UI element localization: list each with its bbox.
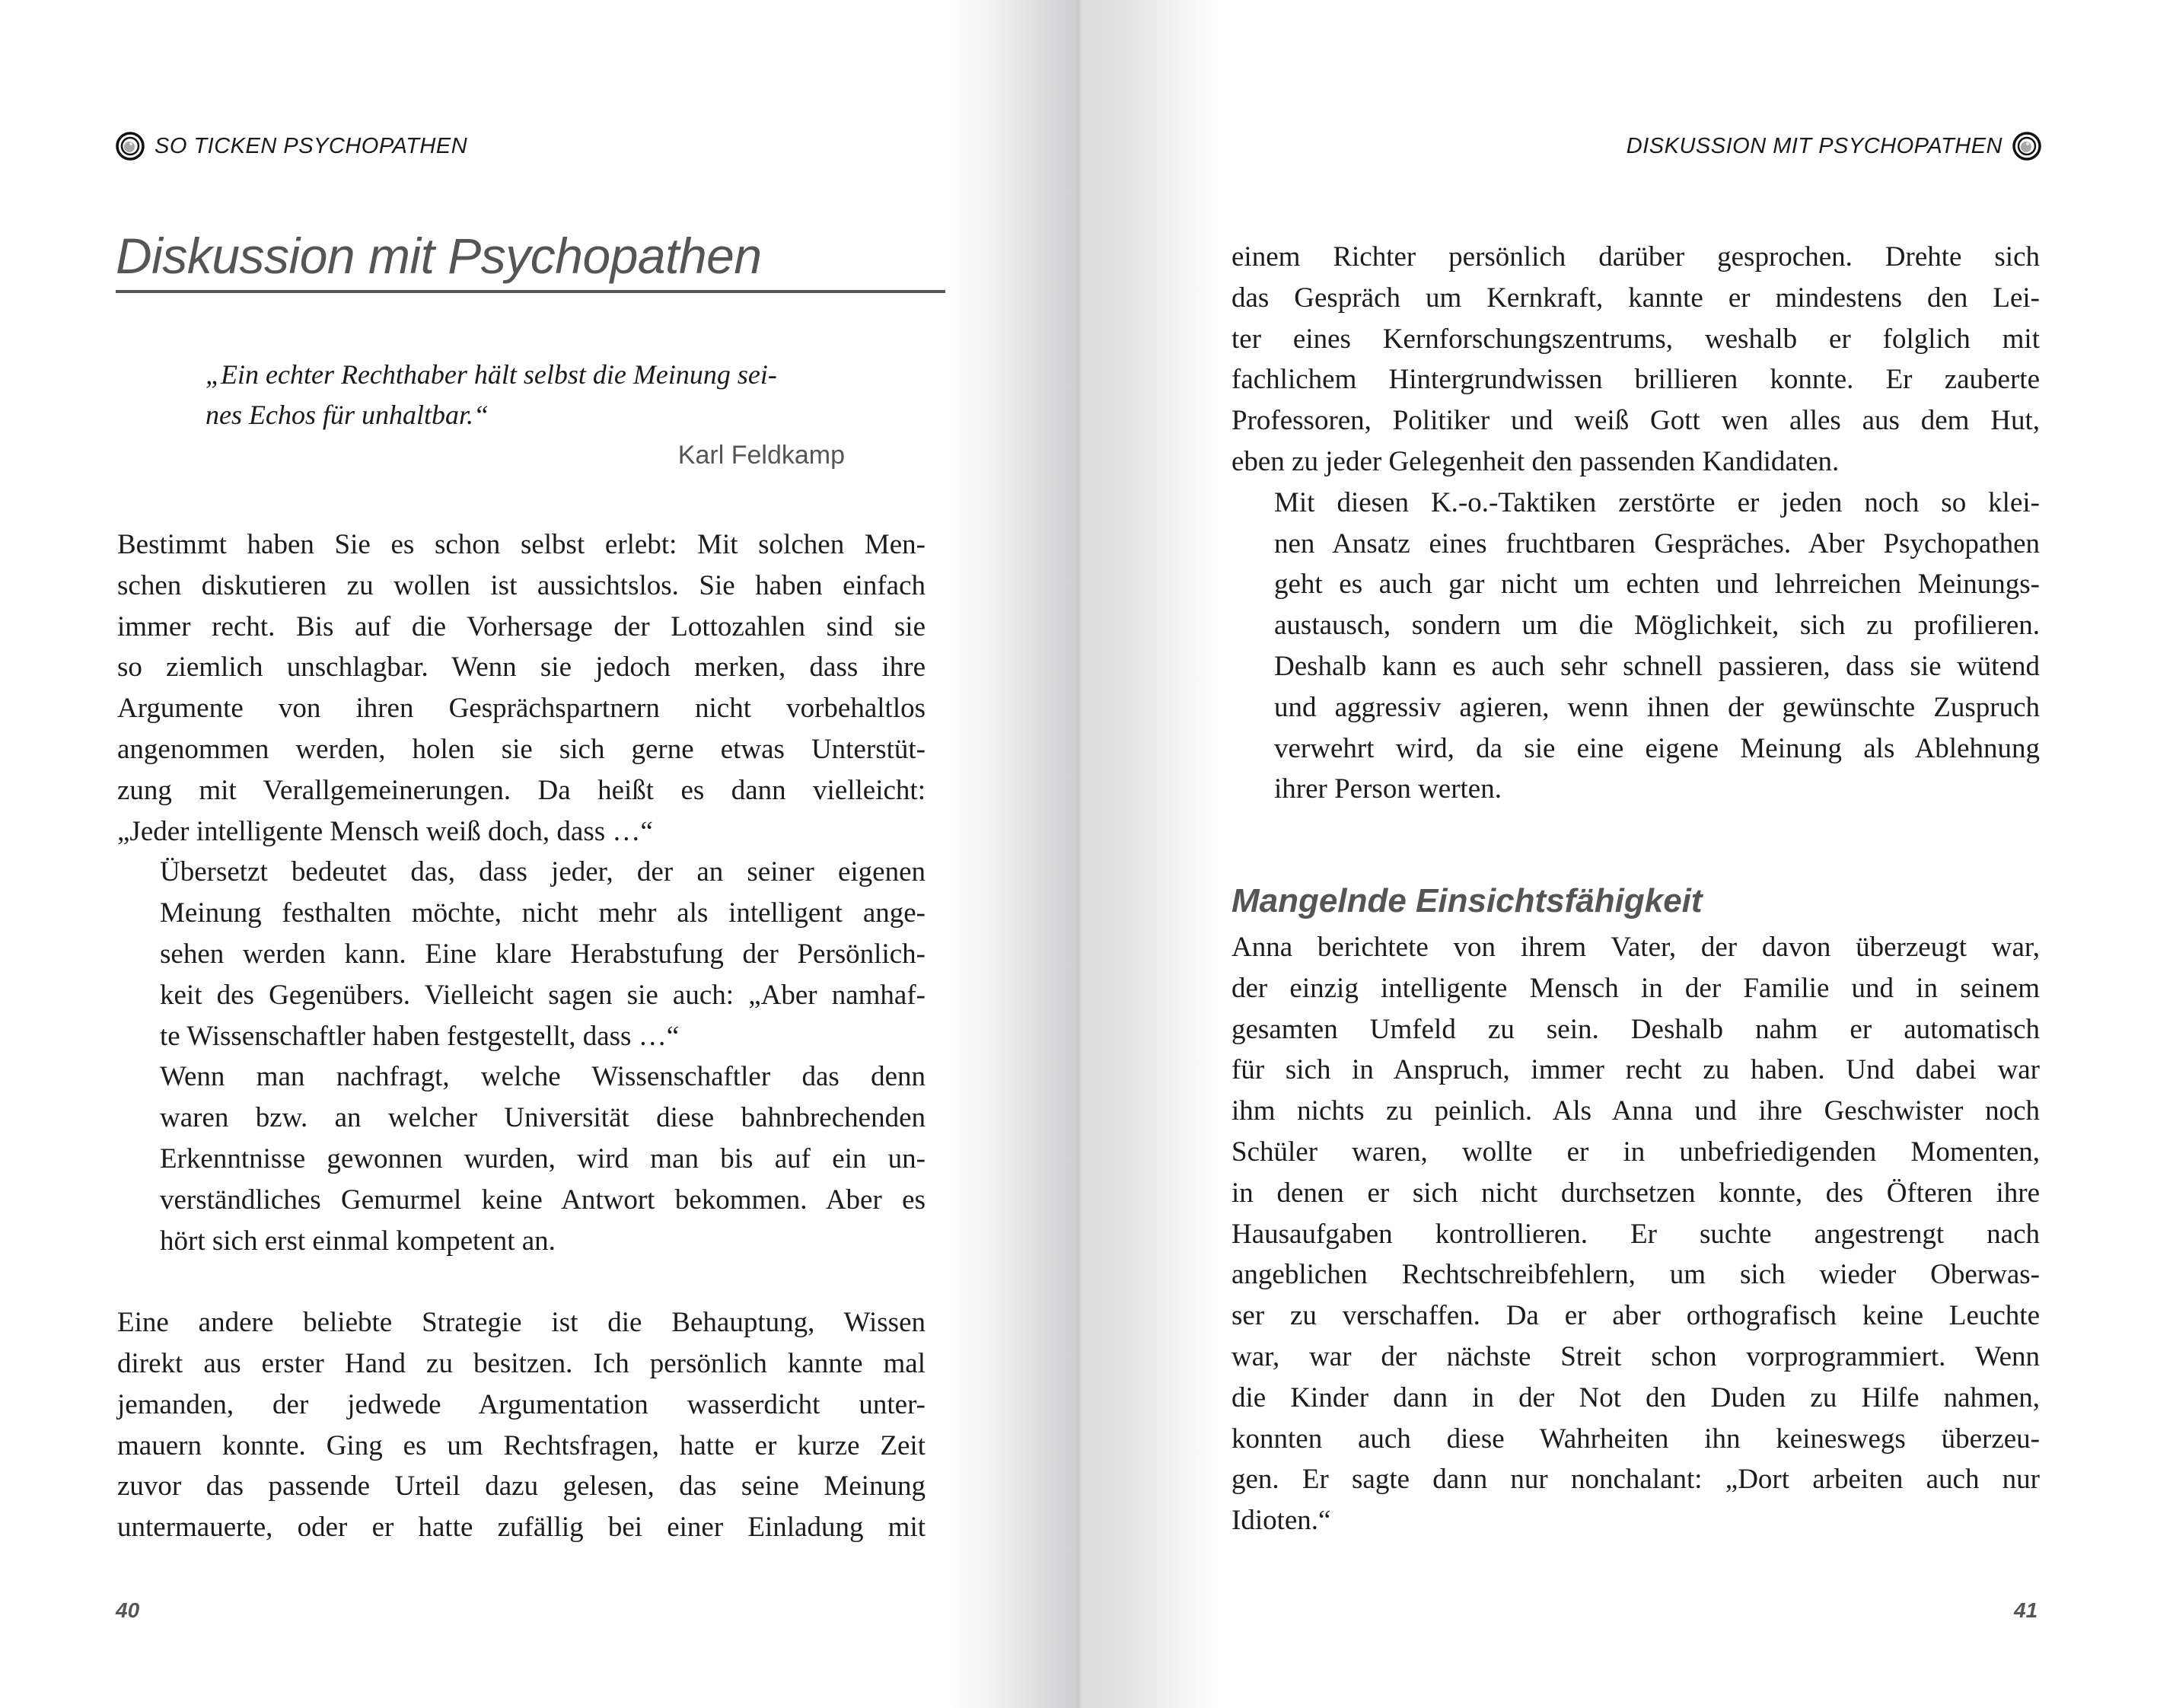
spiral-eye-icon: [2012, 131, 2042, 161]
text-line: Idioten.“: [1231, 1505, 1331, 1537]
paragraph: [117, 852, 926, 1056]
text-line: te Wissenschaftler haben festgestellt, dass …“: [160, 1020, 680, 1052]
running-head-right: [1627, 131, 2042, 161]
text-line: gen. Er sagte dann nur nonchalant: „Dort arbeiten auch nur: [1231, 1464, 2040, 1496]
text-line: Argumente von ihren Gesprächspartnern nicht vorbehaltlos: [117, 693, 926, 725]
epigraph: [206, 355, 845, 476]
text-line: Übersetzt bedeutet das, dass jeder, der an seiner eigenen: [160, 856, 926, 888]
text-line: eben zu jeder Gelegenheit den passenden Kandidaten.: [1231, 445, 1840, 477]
spiral-eye-icon: [115, 131, 145, 161]
text-line: ihm nichts zu peinlich. Als Anna und ihre Geschwister noch: [1231, 1095, 2040, 1127]
text-line: der einzig intelligente Mensch in der Familie und in seinem: [1231, 972, 2040, 1004]
text-line: Bestimmt haben Sie es schon selbst erlebt: Mit solchen Men-: [117, 529, 926, 560]
text-line: konnten auch diese Wahrheiten ihn keineswegs überzeu-: [1231, 1423, 2040, 1455]
text-line: ter eines Kernforschungszentrums, weshalb er folglich mit: [1231, 323, 2040, 355]
text-line: Wenn man nachfragt, welche Wissenschaftler das denn: [160, 1061, 926, 1093]
text-line: keit des Gegenübers. Vielleicht sagen sie auch: „Aber namhaf-: [160, 979, 926, 1011]
text-line: „Jeder intelligente Mensch weiß doch, dass …“: [117, 815, 653, 847]
text-line: nen Ansatz eines fruchtbaren Gespräches. Aber Psychopathen: [1274, 527, 2040, 559]
epigraph-line: „Ein echter Rechthaber hält selbst die Meinung sei-: [206, 359, 777, 390]
text-line: waren bzw. an welcher Universität diese bahnbrechenden: [160, 1102, 926, 1134]
text-line: Deshalb kann es auch sehr schnell passieren, dass sie wütend: [1274, 650, 2040, 682]
text-line: hört sich erst einmal kompetent an.: [160, 1225, 556, 1257]
text-line: in denen er sich nicht durchsetzen konnte, des Öfteren ihre: [1231, 1177, 2040, 1209]
text-line: mauern konnte. Ging es um Rechtsfragen, hatte er kurze Zeit: [117, 1429, 926, 1461]
right-body-column: [1231, 237, 2040, 810]
paragraph: [1231, 927, 2040, 1541]
text-line: Mit diesen K.-o.-Taktiken zerstörte er jeden noch so klei-: [1274, 486, 2040, 518]
title-underline: [116, 290, 945, 293]
text-line: verwehrt wird, da sie eine eigene Meinung als Ablehnung: [1274, 732, 2040, 764]
chapter-title: Diskussion mit Psychopathen: [116, 228, 762, 284]
text-line: ser zu verschaffen. Da er aber orthografisch keine Leuchte: [1231, 1300, 2040, 1332]
text-line: Eine andere beliebte Strategie ist die Behauptung, Wissen: [117, 1307, 926, 1339]
text-line: angeblichen Rechtschreibfehlern, um sich wieder Oberwas-: [1231, 1259, 2040, 1291]
text-line: für sich in Anspruch, immer recht zu haben. Und dabei war: [1231, 1054, 2040, 1086]
right-section-column: [1231, 878, 2040, 1541]
text-line: zuvor das passende Urteil dazu gelesen, das seine Meinung: [117, 1471, 926, 1502]
text-line: sehen werden kann. Eine klare Herabstufung der Persönlich-: [160, 938, 926, 970]
text-line: geht es auch gar nicht um echten und lehrreichen Meinungs-: [1274, 569, 2040, 601]
paragraph: [1231, 483, 2040, 810]
running-head-title: SO TICKEN PSYCHOPATHEN: [155, 133, 468, 158]
page-number: 41: [2014, 1598, 2038, 1622]
left-body-column: [117, 524, 926, 1548]
paragraph: [117, 524, 926, 852]
epigraph-author: Karl Feldkamp: [677, 441, 845, 470]
page-number: 40: [116, 1598, 140, 1622]
text-line: untermauerte, oder er hatte zufällig bei einer Einladung mit: [117, 1512, 926, 1544]
paragraph: [117, 1302, 926, 1548]
text-line: zung mit Verallgemeinerungen. Da heißt es dann vielleicht:: [117, 774, 926, 806]
epigraph-quote: [206, 355, 845, 435]
paragraph: [117, 1056, 926, 1261]
text-line: einem Richter persönlich darüber gesprochen. Drehte sich: [1231, 241, 2040, 272]
text-line: Erkenntnisse gewonnen wurden, wird man bis auf ein un-: [160, 1142, 926, 1174]
left-page: [0, 0, 1078, 1708]
text-line: ihrer Person werten.: [1274, 773, 1502, 805]
text-line: gesamten Umfeld zu sein. Deshalb nahm er automatisch: [1231, 1013, 2040, 1045]
text-line: die Kinder dann in der Not den Duden zu Hilfe nahmen,: [1231, 1381, 2040, 1413]
text-line: immer recht. Bis auf die Vorhersage der Lottozahlen sind sie: [117, 610, 926, 642]
text-line: war, war der nächste Streit schon vorprogrammiert. Wenn: [1231, 1340, 2040, 1372]
text-line: fachlichem Hintergrundwissen brillieren konnte. Er zauberte: [1231, 364, 2040, 396]
text-line: direkt aus erster Hand zu besitzen. Ich persönlich kannte mal: [117, 1347, 926, 1379]
text-line: Schüler waren, wollte er in unbefriedigenden Momenten,: [1231, 1136, 2040, 1168]
text-line: das Gespräch um Kernkraft, kannte er mindestens den Lei-: [1231, 282, 2040, 314]
running-head-left: [115, 131, 467, 161]
text-line: Hausaufgaben kontrollieren. Er suchte angestrengt nach: [1231, 1218, 2040, 1250]
text-line: Anna berichtete von ihrem Vater, der davon überzeugt war,: [1231, 932, 2040, 963]
text-line: angenommen werden, holen sie sich gerne etwas Unterstüt-: [117, 733, 926, 765]
text-line: austausch, sondern um die Möglichkeit, sich zu profilieren.: [1274, 610, 2040, 642]
text-line: verständliches Gemurmel keine Antwort bekommen. Aber es: [160, 1184, 926, 1216]
text-line: Meinung festhalten möchte, nicht mehr als intelligent ange-: [160, 897, 926, 929]
text-line: Professoren, Politiker und weiß Gott wen alles aus dem Hut,: [1231, 405, 2040, 437]
text-line: so ziemlich unschlagbar. Wenn sie jedoch merken, dass ihre: [117, 652, 926, 684]
text-line: schen diskutieren zu wollen ist aussichtslos. Sie haben einfach: [117, 569, 926, 601]
epigraph-line: nes Echos für unhaltbar.“: [206, 400, 489, 430]
section-subheading: Mangelnde Einsichtsfähigkeit: [1231, 882, 1703, 919]
text-line: und aggressiv agieren, wenn ihnen der gewünschte Zuspruch: [1274, 691, 2040, 723]
running-head-title: DISKUSSION MIT PSYCHOPATHEN: [1626, 133, 2002, 158]
text-line: jemanden, der jedwede Argumentation wasserdicht unter-: [117, 1388, 926, 1420]
paragraph: [1231, 237, 2040, 483]
